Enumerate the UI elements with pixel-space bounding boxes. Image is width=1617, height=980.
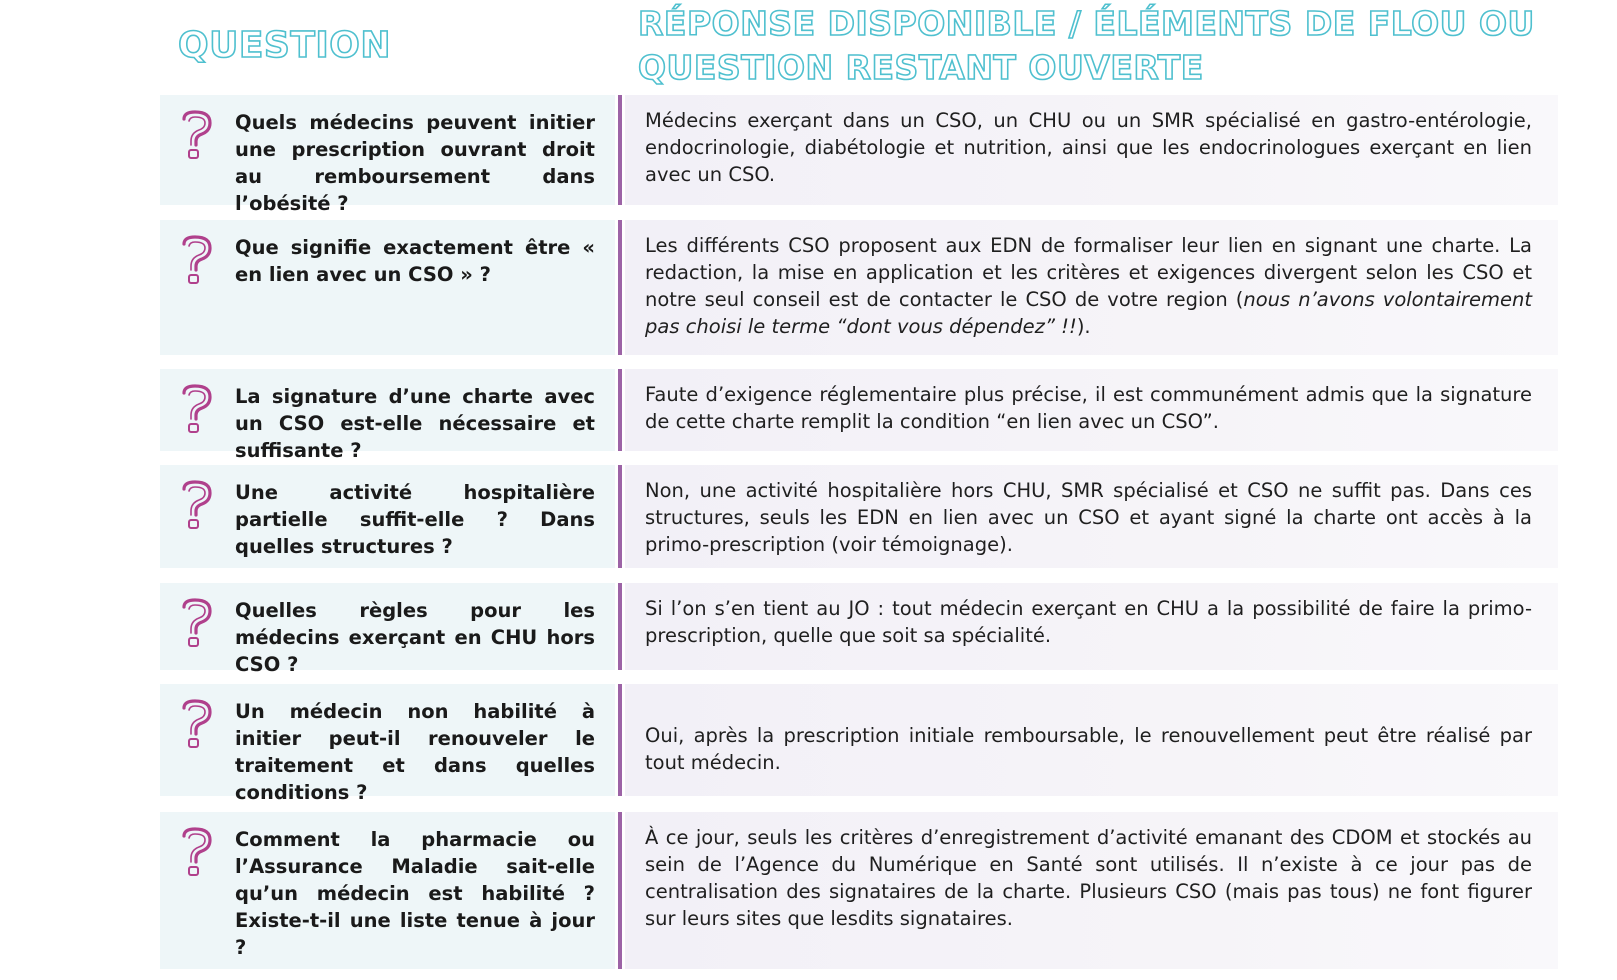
column-divider	[618, 583, 622, 670]
answer-cell	[625, 465, 1558, 568]
answer-cell	[625, 220, 1558, 355]
answer-text-main: Les différents CSO proposent aux EDN de formaliser leur lien en signant une charte. La redaction, la mise en application et les critères et exigences divergent selon les CSO et notre seul conseil est de contacter le CSO de votre region (	[645, 234, 1532, 311]
faq-row	[160, 812, 1558, 969]
question-mark-icon	[178, 234, 218, 286]
question-text: Quels médecins peuvent initier une prescription ouvrant droit au remboursement dans l’obésité ?	[235, 111, 595, 215]
question-mark-icon	[178, 383, 218, 435]
column-divider	[618, 684, 622, 796]
question-text: Quelles règles pour les médecins exerçant en CHU hors CSO ?	[235, 599, 595, 676]
question-text: Comment la pharmacie ou l’Assurance Maladie sait-elle qu’un médecin est habilité ? Existe-t-il une liste tenue à jour ?	[235, 828, 595, 959]
question-header-title: QUESTION	[178, 25, 392, 66]
answer-cell	[625, 684, 1558, 796]
answer-cell	[625, 95, 1558, 205]
answer-text: Faute d’exigence réglementaire plus précise, il est communément admis que la signature de cette charte remplit la condition “en lien avec un CSO”.	[645, 383, 1532, 433]
answer-cell	[625, 812, 1558, 969]
answer-text: Médecins exerçant dans un CSO, un CHU ou un SMR spécialisé en gastro-entérologie, endocrinologie, diabétologie et nutrition, ainsi que les endocrinologues exerçant en lien avec un CSO.	[645, 109, 1532, 186]
answer-text	[645, 232, 1532, 340]
question-cell	[160, 812, 615, 969]
column-divider	[618, 465, 622, 568]
faq-row	[160, 220, 1558, 355]
question-text: Un médecin non habilité à initier peut-il renouveler le traitement et dans quelles conditions ?	[235, 700, 595, 804]
faq-row	[160, 369, 1558, 462]
question-text: La signature d’une charte avec un CSO est-elle nécessaire et suffisante ?	[235, 385, 595, 462]
question-cell	[160, 465, 615, 568]
column-divider	[618, 95, 622, 205]
column-divider	[618, 220, 622, 355]
answer-text: À ce jour, seuls les critères d’enregistrement d’activité emanant des CDOM et stockés au sein de l’Agence du Numérique en Santé sont utilisés. Il n’existe à ce jour pas de centralisation des signataires de la charte. Plusieurs CSO (mais pas tous) ne font figurer sur leurs sites que lesdits signataires.	[645, 826, 1532, 930]
question-mark-icon	[178, 597, 218, 649]
question-cell	[160, 220, 615, 355]
answer-text: Si l’on s’en tient au JO : tout médecin exerçant en CHU a la possibilité de faire la primo-prescription, quelle que soit sa spécialité.	[645, 597, 1532, 647]
answer-text: Non, une activité hospitalière hors CHU, SMR spécialisé et CSO ne suffit pas. Dans ces structures, seuls les EDN en lien avec un CSO et ayant signé la charte ont accès à la primo-prescription (voir témoignage).	[645, 479, 1532, 556]
answer-text-end: ).	[1076, 315, 1091, 338]
faq-row	[160, 583, 1558, 676]
faq-row	[160, 684, 1558, 804]
question-mark-icon	[178, 109, 218, 161]
answer-cell	[625, 369, 1558, 451]
column-divider	[618, 369, 622, 451]
answer-cell	[625, 583, 1558, 670]
answer-header-title: RÉPONSE DISPONIBLE / ÉLÉMENTS DE FLOU OU QUESTION RESTANT OUVERTE	[638, 4, 1535, 87]
answer-column-header	[638, 0, 1538, 92]
question-mark-icon	[178, 826, 218, 878]
question-text: Une activité hospitalière partielle suffit-elle ? Dans quelles structures ?	[235, 481, 595, 558]
question-cell	[160, 684, 615, 804]
question-cell	[160, 583, 615, 676]
question-cell	[160, 95, 615, 215]
column-divider	[618, 812, 622, 969]
faq-row	[160, 95, 1558, 215]
answer-text-italic: nous n’avons volontairement pas choisi le terme “dont vous dépendez” !!	[645, 288, 1532, 338]
question-cell	[160, 369, 615, 462]
question-text: Que signifie exactement être « en lien avec un CSO » ?	[235, 236, 595, 286]
faq-row	[160, 465, 1558, 568]
question-mark-icon	[178, 698, 218, 750]
question-mark-icon	[178, 479, 218, 531]
answer-text: Oui, après la prescription initiale remboursable, le renouvellement peut être réalisé par tout médecin.	[645, 724, 1532, 774]
question-column-header	[178, 0, 578, 92]
